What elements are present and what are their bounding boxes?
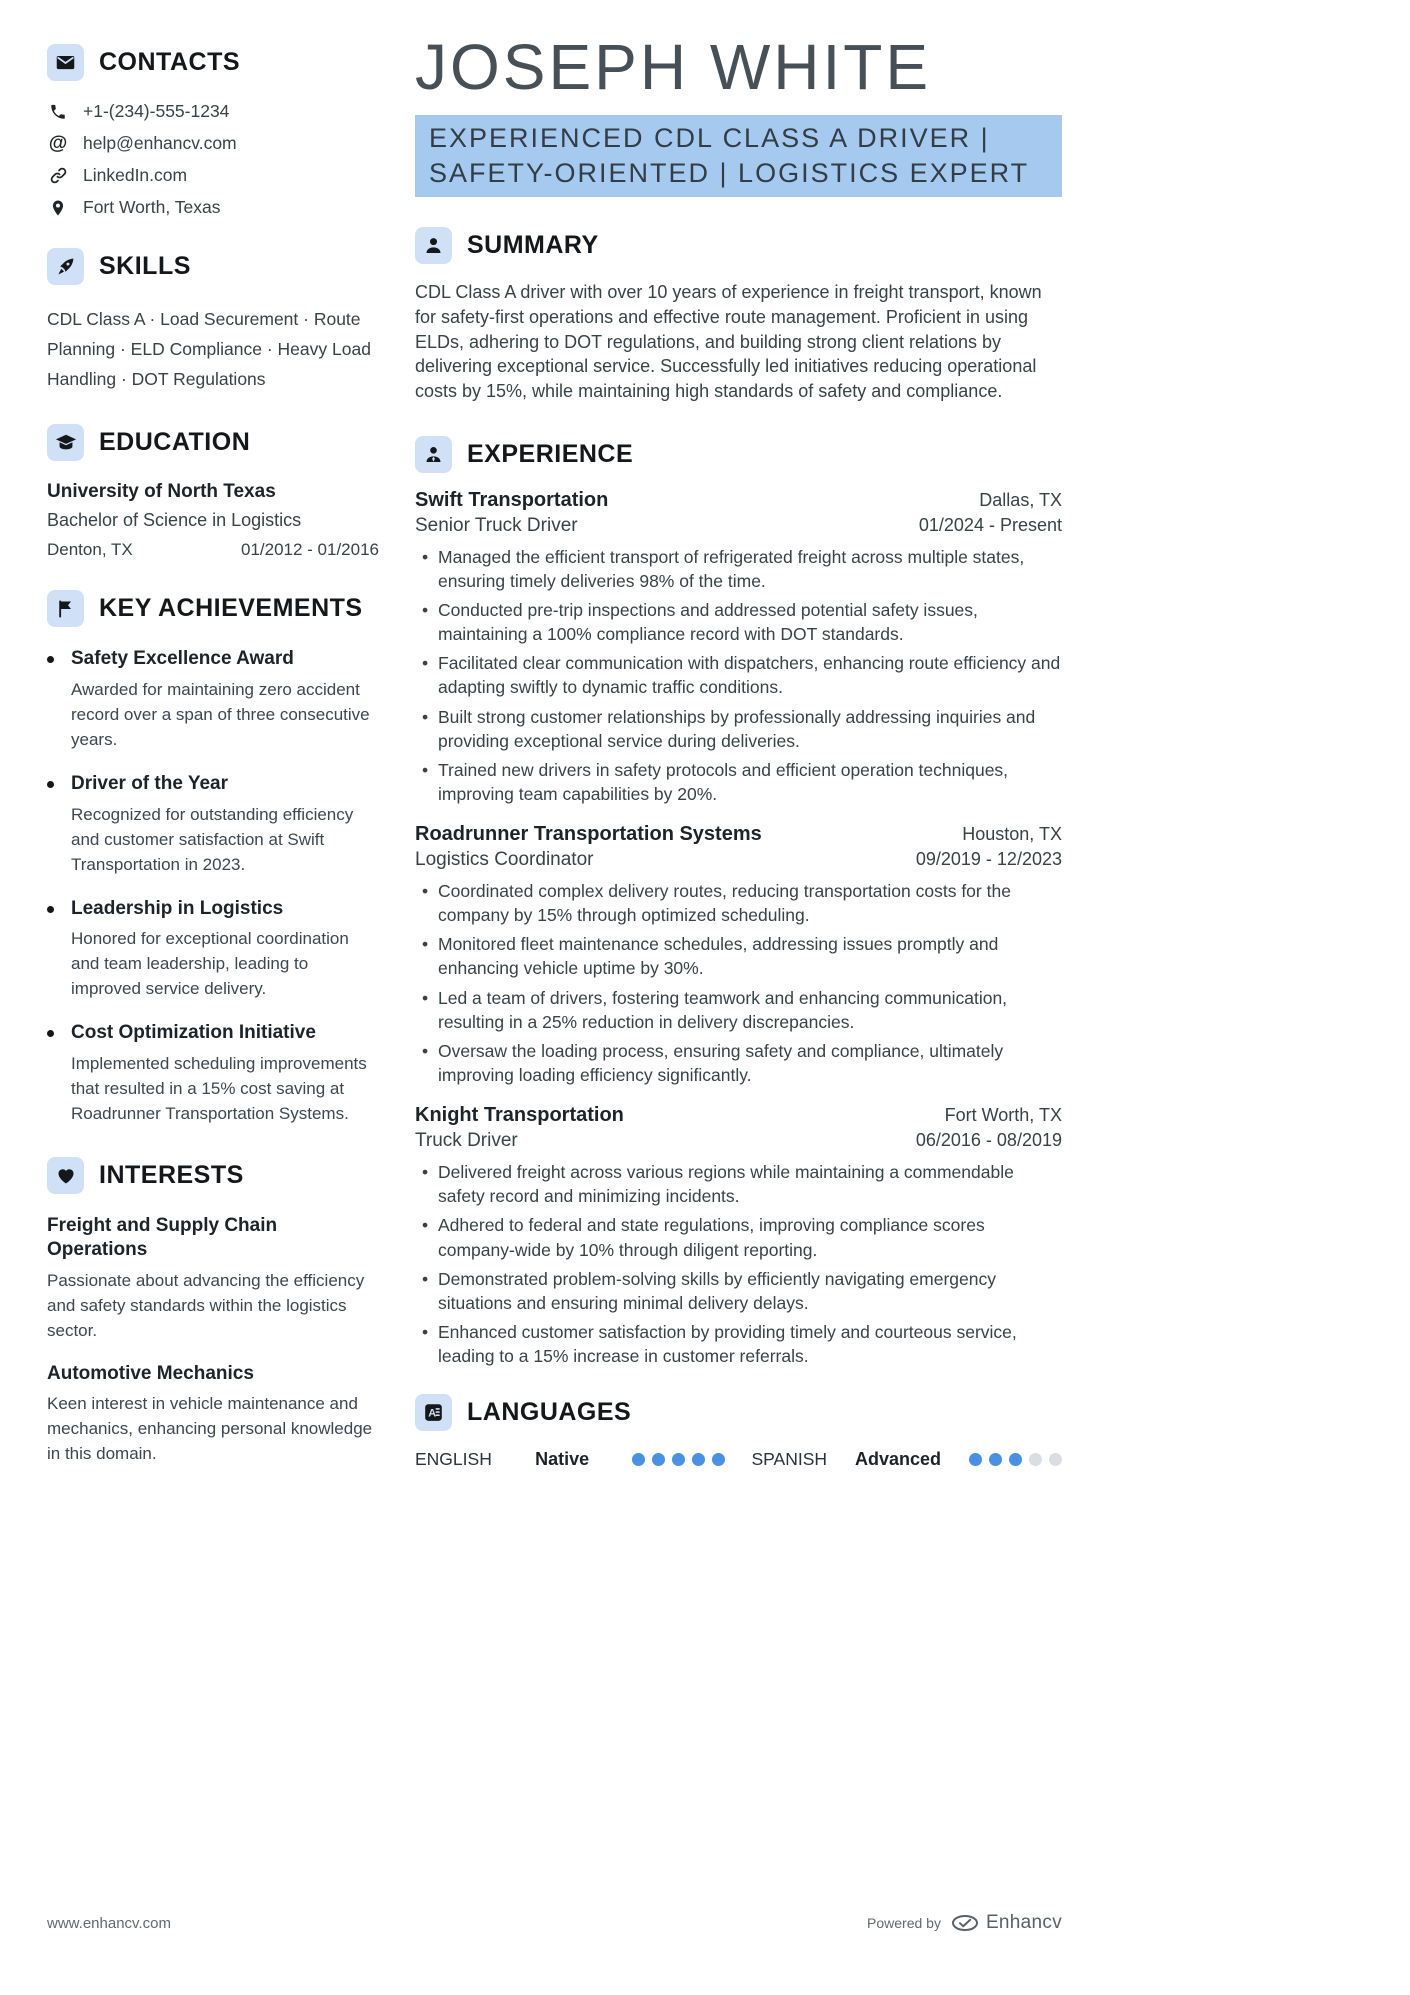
job-bullet: • Demonstrated problem-solving skills by efficiently navigating emergency situations and ensuring minimal delivery delays. — [415, 1267, 1062, 1315]
employee-icon — [415, 436, 452, 473]
graduation-cap-icon — [47, 424, 84, 461]
experience-entry — [415, 489, 1062, 806]
sidebar-column — [47, 44, 379, 1497]
contact-email[interactable] — [47, 133, 379, 154]
language-item — [752, 1449, 1063, 1470]
achievements-section — [47, 590, 379, 1127]
location-icon — [47, 199, 69, 217]
job-dates: 01/2024 - Present — [918, 514, 1062, 535]
person-icon — [415, 227, 452, 264]
proficiency-dot-filled — [652, 1453, 665, 1466]
education-school: University of North Texas — [47, 481, 276, 503]
achievement-title: Leadership in Logistics — [71, 897, 284, 919]
achievement-item — [47, 647, 379, 753]
job-subheader-row — [415, 1130, 1062, 1152]
enhancv-logo-icon — [951, 1914, 979, 1932]
candidate-headline: EXPERIENCED CDL CLASS A DRIVER | SAFETY-ORIENTED | LOGISTICS EXPERT — [415, 115, 1062, 197]
proficiency-dot-filled — [1009, 1453, 1022, 1466]
svg-text:A: A — [428, 1407, 437, 1420]
job-bullet: • Oversaw the loading process, ensuring safety and compliance, ultimately improving loading efficiency significantly. — [415, 1039, 1062, 1087]
phone-icon — [47, 103, 69, 121]
bullet-dot-icon — [47, 906, 54, 913]
bullet-dot-icon — [47, 781, 54, 788]
achievement-description: Honored for exceptional coordination and team leadership, leading to improved service delivery. — [71, 929, 349, 999]
job-company: Knight Transportation — [415, 1104, 624, 1127]
interest-description: Keen interest in vehicle maintenance and mechanics, enhancing personal knowledge in this domain. — [47, 1394, 373, 1464]
translate-icon — [415, 1394, 452, 1431]
interest-description: Passionate about advancing the efficiency and safety standards within the logistics sector. — [47, 1270, 365, 1340]
proficiency-dot-filled — [632, 1453, 645, 1466]
job-dates: 06/2016 - 08/2019 — [915, 1130, 1062, 1151]
education-degree: Bachelor of Science in Logistics — [47, 510, 302, 531]
link-icon — [47, 166, 69, 185]
contact-phone — [47, 101, 379, 122]
interests-section — [47, 1157, 379, 1467]
education-dates: 01/2012 - 01/2016 — [240, 540, 379, 560]
interest-title: Automotive Mechanics — [47, 1362, 254, 1384]
job-location: Fort Worth, TX — [944, 1105, 1062, 1126]
heart-icon — [47, 1157, 84, 1194]
job-bullet: • Enhanced customer satisfaction by providing timely and courteous service, leading to a 15% increase in customer referrals. — [415, 1320, 1062, 1368]
job-company: Swift Transportation — [415, 488, 609, 511]
flag-icon — [47, 590, 84, 627]
summary-heading: SUMMARY — [467, 231, 599, 260]
contacts-heading: CONTACTS — [99, 48, 241, 76]
bullet-dot-icon — [47, 1030, 54, 1037]
location-text: Fort Worth, Texas — [83, 197, 221, 217]
section-header — [47, 44, 379, 81]
language-name: SPANISH — [751, 1449, 828, 1470]
language-level: Native — [535, 1449, 590, 1470]
contact-linkedin[interactable] — [47, 165, 379, 186]
experience-section — [415, 436, 1062, 1369]
summary-text: CDL Class A driver with over 10 years of experience in freight transport, known for safety-first operations and effective route management. Proficient in using ELDs, adhering to DOT regulations, and building strong client relations by delivering exceptional service. Successfully led initiatives reducing operational costs by 15%, while maintaining high standards of safety and compliance. — [415, 282, 1042, 401]
section-header — [47, 590, 379, 627]
skills-heading: SKILLS — [99, 252, 191, 280]
skills-section — [47, 248, 379, 394]
education-section — [47, 424, 379, 560]
proficiency-dot-filled — [672, 1453, 685, 1466]
experience-entry — [415, 823, 1062, 1087]
powered-by-label: Powered by — [867, 1915, 941, 1931]
job-bullets — [415, 879, 1062, 1087]
job-subheader-row — [415, 849, 1062, 871]
job-header-row — [415, 823, 1062, 846]
job-bullet: • Monitored fleet maintenance schedules, addressing issues promptly and enhancing vehicle uptime by 30%. — [415, 932, 1062, 980]
achievement-description: Recognized for outstanding efficiency and customer satisfaction at Swift Transportation in 2023. — [71, 804, 354, 874]
job-subheader-row — [415, 515, 1062, 537]
bullet-dot-icon — [47, 656, 54, 663]
job-bullet: • Managed the efficient transport of refrigerated freight across multiple states, ensuring timely deliveries 98% of the time. — [415, 545, 1062, 593]
footer-website-link[interactable]: www.enhancv.com — [47, 1914, 171, 1932]
languages-section — [415, 1394, 1062, 1470]
summary-section — [415, 227, 1062, 403]
interest-item — [47, 1362, 379, 1468]
page-footer — [47, 1912, 1062, 1934]
section-header — [47, 424, 379, 461]
job-header-row — [415, 489, 1062, 512]
main-column — [415, 31, 1062, 1500]
education-location: Denton, TX — [47, 540, 133, 560]
language-level: Advanced — [855, 1449, 942, 1470]
language-name: ENGLISH — [415, 1449, 492, 1470]
job-bullet: • Conducted pre-trip inspections and addressed potential safety issues, maintaining a 100% compliance record with DOT standards. — [415, 598, 1062, 646]
experience-entry — [415, 1104, 1062, 1368]
contact-location — [47, 197, 379, 218]
job-company: Roadrunner Transportation Systems — [415, 823, 762, 846]
interest-item — [47, 1214, 379, 1343]
powered-by-block — [867, 1912, 1062, 1934]
job-bullet: • Trained new drivers in safety protocols and efficient operation techniques, improving team capabilities by 20%. — [415, 758, 1062, 806]
job-role: Truck Driver — [415, 1130, 518, 1152]
enhancv-brand-name: Enhancv — [985, 1912, 1062, 1933]
achievement-item — [47, 772, 379, 878]
rocket-icon — [47, 248, 84, 285]
proficiency-dot-empty — [1029, 1453, 1042, 1466]
achievement-title: Safety Excellence Award — [71, 648, 294, 670]
proficiency-dot-filled — [692, 1453, 705, 1466]
achievement-item — [47, 1021, 379, 1127]
section-header — [415, 436, 1062, 473]
language-proficiency-dots — [632, 1453, 725, 1466]
at-icon: @ — [48, 133, 68, 154]
language-proficiency-dots — [969, 1453, 1062, 1466]
linkedin-link[interactable]: LinkedIn.com — [83, 165, 188, 185]
proficiency-dot-filled — [969, 1453, 982, 1466]
contacts-section — [47, 44, 379, 218]
enhancv-brand[interactable] — [951, 1912, 1062, 1934]
education-heading: EDUCATION — [99, 428, 251, 457]
achievement-description: Implemented scheduling improvements that resulted in a 15% cost saving at Roadrunner Transportation Systems. — [71, 1054, 367, 1124]
proficiency-dot-filled — [712, 1453, 725, 1466]
job-bullet: • Led a team of drivers, fostering teamwork and enhancing communication, resulting in a 25% reduction in delivery discrepancies. — [415, 986, 1062, 1034]
job-bullet: • Built strong customer relationships by professionally addressing inquiries and providing exceptional service during deliveries. — [415, 705, 1062, 753]
section-header — [47, 1157, 379, 1194]
job-role: Logistics Coordinator — [415, 849, 594, 871]
achievement-title: Cost Optimization Initiative — [71, 1022, 316, 1044]
languages-row — [415, 1449, 1062, 1470]
language-item — [415, 1449, 726, 1470]
education-meta — [47, 540, 379, 560]
job-location: Dallas, TX — [979, 489, 1062, 510]
skills-list: CDL Class A · Load Securement · Route Planning · ELD Compliance · Heavy Load Handling · DOT Regulations — [47, 309, 371, 389]
job-bullet: • Coordinated complex delivery routes, reducing transportation costs for the company by 15% through optimized scheduling. — [415, 879, 1062, 927]
interest-title: Freight and Supply Chain Operations — [47, 1215, 278, 1260]
achievement-description: Awarded for maintaining zero accident record over a span of three consecutive years. — [71, 680, 370, 749]
candidate-name: JOSEPH WHITE — [415, 31, 932, 103]
proficiency-dot-filled — [989, 1453, 1002, 1466]
section-header — [415, 227, 1062, 264]
job-bullets — [415, 545, 1062, 806]
phone-number: +1-(234)-555-1234 — [83, 101, 230, 121]
proficiency-dot-empty — [1049, 1453, 1062, 1466]
job-role: Senior Truck Driver — [415, 514, 578, 536]
email-address[interactable]: help@enhancv.com — [83, 133, 237, 153]
job-bullet: • Delivered freight across various regions while maintaining a commendable safety record and minimizing incidents. — [415, 1160, 1062, 1208]
envelope-icon — [47, 44, 84, 81]
job-location: Houston, TX — [962, 824, 1062, 845]
achievement-title: Driver of the Year — [71, 772, 229, 794]
achievement-item — [47, 897, 379, 1003]
job-dates: 09/2019 - 12/2023 — [915, 849, 1062, 870]
achievements-heading: KEY ACHIEVEMENTS — [99, 594, 363, 623]
interests-heading: INTERESTS — [99, 1161, 244, 1190]
section-header — [415, 1394, 1062, 1431]
experience-heading: EXPERIENCE — [467, 439, 634, 468]
job-header-row — [415, 1104, 1062, 1127]
languages-heading: LANGUAGES — [467, 1398, 632, 1427]
job-bullet: • Adhered to federal and state regulations, improving compliance scores company-wide by 10% through diligent reporting. — [415, 1213, 1062, 1261]
job-bullets — [415, 1160, 1062, 1368]
section-header — [47, 248, 379, 285]
job-bullet: • Facilitated clear communication with dispatchers, enhancing route efficiency and adapting swiftly to dynamic traffic conditions. — [415, 651, 1062, 699]
